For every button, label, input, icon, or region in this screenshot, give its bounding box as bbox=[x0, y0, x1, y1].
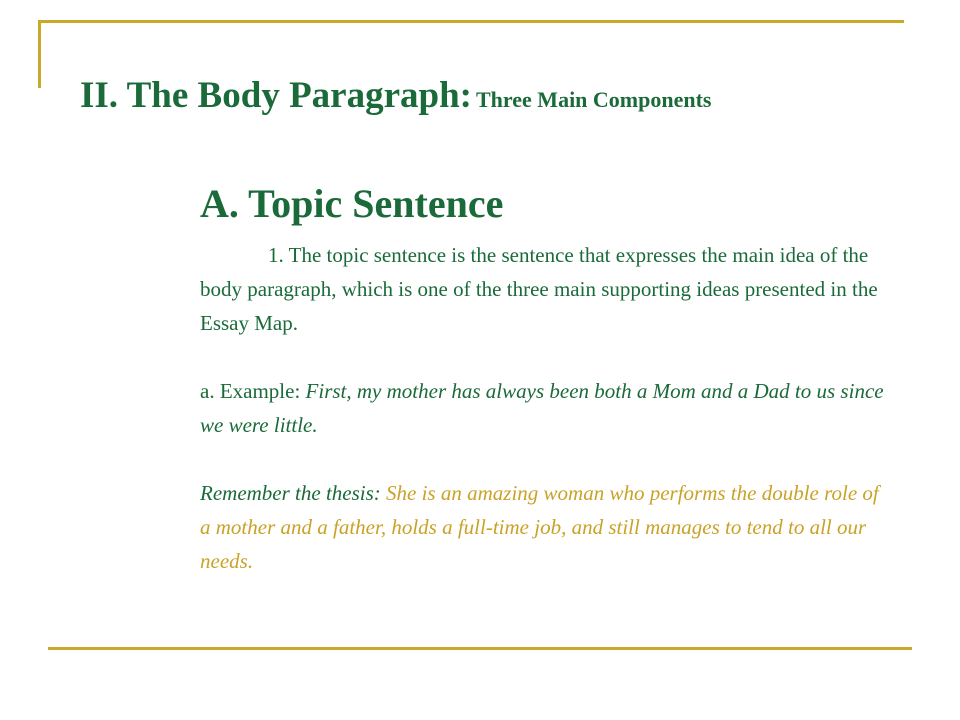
point-text-rest: expresses the main idea of the body paragraph, which is one of the three main supporting ideas presented in the Essay Map. bbox=[200, 243, 878, 335]
slide-subtitle: Three Main Components bbox=[476, 87, 712, 112]
slide-title bbox=[80, 74, 712, 118]
section-heading: A. Topic Sentence bbox=[200, 181, 504, 226]
spacer bbox=[200, 442, 890, 476]
point-text-line1: The topic sentence is the sentence that bbox=[288, 243, 611, 267]
slide-title-main: II. The Body Paragraph: bbox=[80, 75, 472, 116]
top-horizontal-rule bbox=[38, 20, 904, 23]
thesis-text: She is an amazing woman who performs the double role of a mother and a father, holds a full-time job, and still manages to tend to all our needs. bbox=[200, 481, 879, 573]
point-paragraph bbox=[200, 238, 890, 340]
spacer bbox=[200, 340, 890, 374]
thesis-label: Remember the thesis: bbox=[200, 481, 381, 505]
example-paragraph bbox=[200, 374, 890, 442]
example-label: a. Example: bbox=[200, 379, 301, 403]
slide-body bbox=[200, 238, 890, 578]
thesis-paragraph bbox=[200, 476, 890, 578]
top-left-vertical-rule bbox=[38, 20, 41, 88]
point-number: 1. bbox=[268, 243, 284, 267]
bottom-horizontal-rule bbox=[48, 647, 912, 650]
example-quote: First, my mother has always been both a Mom and a Dad to us since we were little. bbox=[200, 379, 884, 437]
